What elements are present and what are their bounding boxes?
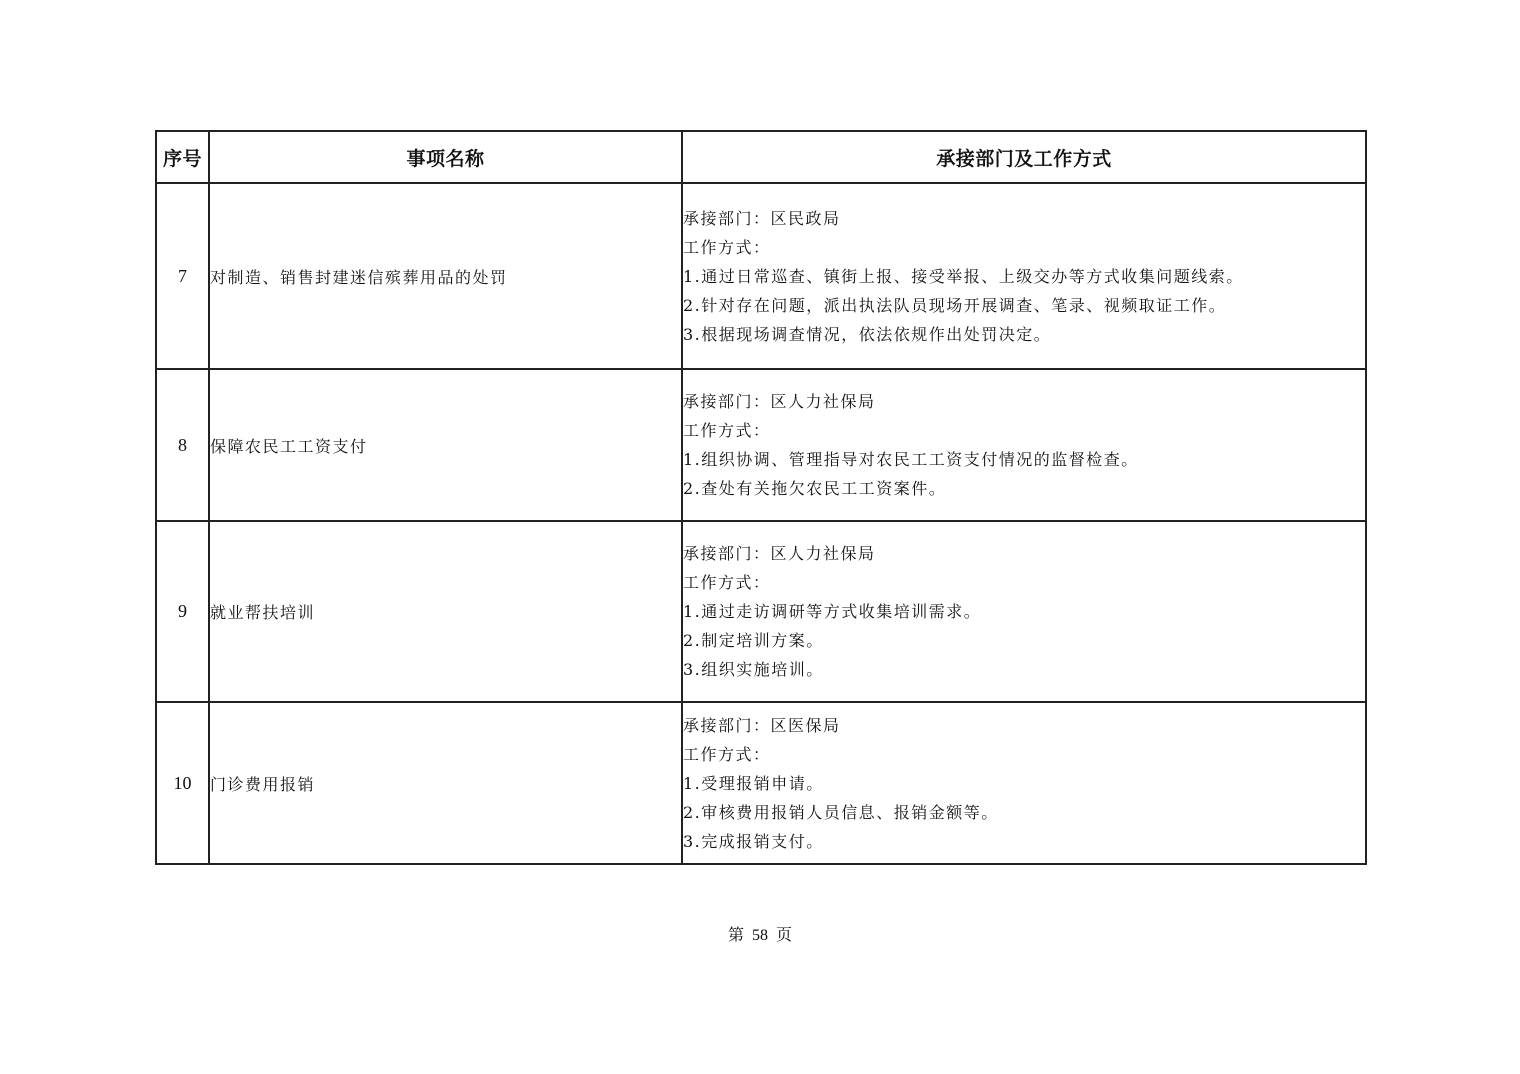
detail-line: 工作方式： — [683, 237, 771, 257]
row-detail — [682, 702, 1366, 864]
detail-line: 1.受理报销申请。 — [683, 773, 824, 793]
detail-line: 承接部门：区医保局 — [683, 715, 841, 735]
detail-line: 1.通过日常巡查、镇街上报、接受举报、上级交办等方式收集问题线索。 — [683, 266, 1244, 286]
row-item-name: 保障农民工工资支付 — [209, 369, 682, 521]
detail-line: 2.制定培训方案。 — [683, 631, 824, 650]
row-seq: 9 — [156, 521, 209, 702]
row-seq: 8 — [156, 369, 209, 521]
row-detail — [682, 183, 1366, 369]
header-item-name: 事项名称 — [209, 131, 682, 183]
detail-line: 2.审核费用报销人员信息、报销金额等。 — [683, 802, 999, 822]
table-row — [156, 521, 1366, 702]
detail-line: 1.通过走访调研等方式收集培训需求。 — [683, 602, 982, 621]
detail-line: 承接部门：区人力社保局 — [683, 392, 876, 411]
row-seq: 7 — [156, 183, 209, 369]
table-header-row — [156, 131, 1366, 183]
row-detail — [682, 521, 1366, 702]
detail-line: 2.针对存在问题，派出执法队员现场开展调查、笔录、视频取证工作。 — [683, 295, 1227, 315]
page-number: 第 58 页 — [727, 927, 792, 944]
row-item-name: 对制造、销售封建迷信殡葬用品的处罚 — [209, 183, 682, 369]
table-row — [156, 183, 1366, 369]
row-item-name: 就业帮扶培训 — [209, 521, 682, 702]
header-dept-method: 承接部门及工作方式 — [682, 131, 1366, 183]
table-row — [156, 702, 1366, 864]
row-seq: 10 — [156, 702, 209, 864]
detail-line: 1.组织协调、管理指导对农民工工资支付情况的监督检查。 — [683, 450, 1139, 469]
detail-line: 承接部门：区人力社保局 — [683, 544, 876, 563]
detail-line: 工作方式： — [683, 421, 771, 440]
detail-line: 3.完成报销支付。 — [683, 831, 824, 851]
matters-table — [155, 130, 1367, 865]
detail-line: 3.根据现场调查情况，依法依规作出处罚决定。 — [683, 324, 1052, 344]
detail-line: 工作方式： — [683, 744, 771, 764]
detail-line: 工作方式： — [683, 573, 771, 592]
row-item-name: 门诊费用报销 — [209, 702, 682, 864]
row-detail — [682, 369, 1366, 521]
header-seq: 序号 — [156, 131, 209, 183]
detail-line: 3.组织实施培训。 — [683, 660, 824, 679]
detail-line: 承接部门：区民政局 — [683, 208, 841, 228]
table-row — [156, 369, 1366, 521]
detail-line: 2.查处有关拖欠农民工工资案件。 — [683, 479, 947, 498]
